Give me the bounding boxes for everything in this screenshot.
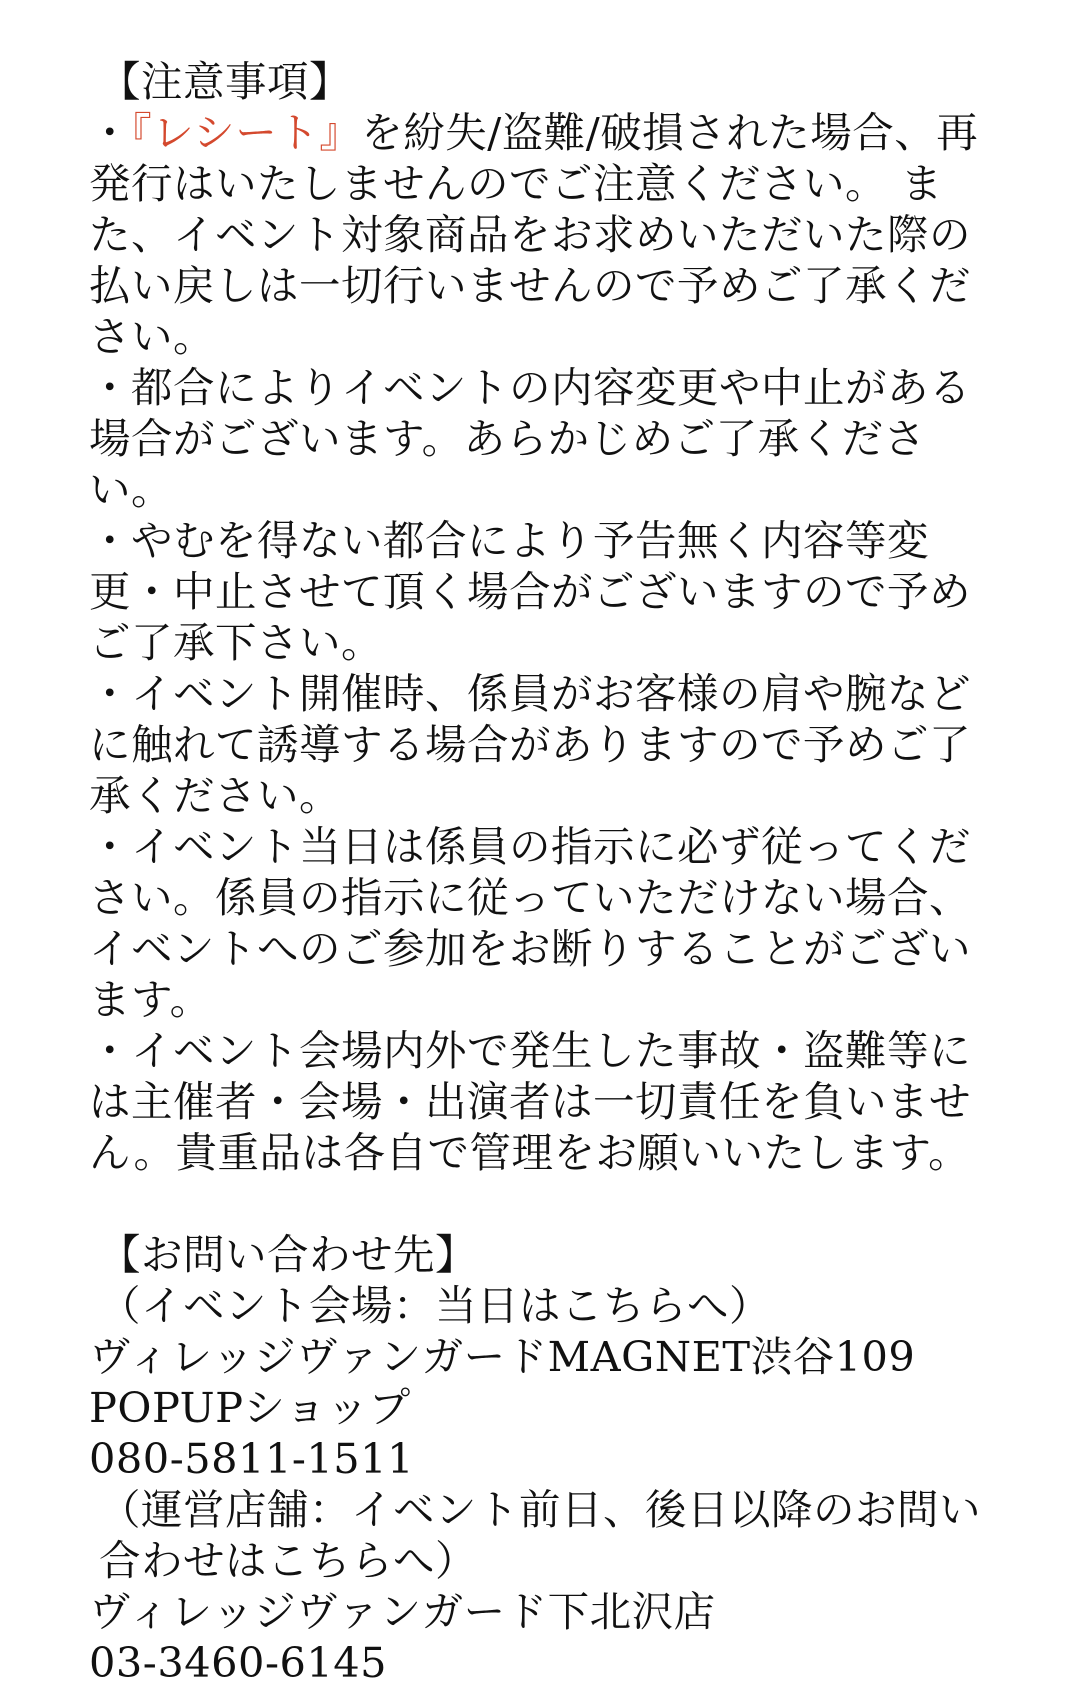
venue-phone[interactable]: 080-5811-1511 <box>89 1434 414 1483</box>
store-name: ヴィレッジヴァンガード下北沢店 <box>89 1587 716 1636</box>
contact-heading: 【お問い合わせ先】 <box>99 1230 478 1279</box>
bullet: ・ <box>89 108 132 157</box>
notice-item-change: ・都合によりイベントの内容変更や中止がある場合がございます。あらかじめご了承ください。 <box>89 363 972 514</box>
notice-item-guidance: ・イベント開催時、係員がお客様の肩や腕などに触れて誘導する場合がありますので予めご了承ください。 <box>89 669 972 820</box>
notice-heading: 【注意事項】 <box>99 57 352 106</box>
notice-item-cancel: ・やむを得ない都合により予告無く内容等変更・中止させて頂く場合がございますので予めご了承下さい。 <box>89 516 972 667</box>
receipt-highlight: 『レシート』 <box>131 108 362 157</box>
notice-document <box>89 56 989 1688</box>
store-note: （運営店舗：イベント前日、後日以降のお問い合わせはこちらへ） <box>99 1485 982 1585</box>
venue-name-line2: POPUPショップ <box>89 1383 411 1432</box>
receipt-text: を紛失/盗難/破損された場合、再発行はいたしませんのでご注意ください。 また、イベント対象商品をお求めいただいた際の払い戻しは一切行いませんので予めご了承ください。 <box>89 108 979 361</box>
section-spacer <box>89 1178 989 1229</box>
notice-item-instructions: ・イベント当日は係員の指示に必ず従ってください。係員の指示に従っていただけない場合、イベントへのご参加をお断りすることがございます。 <box>89 822 972 1024</box>
notice-item-liability: ・イベント会場内外で発生した事故・盗難等には主催者・会場・出演者は一切責任を負いません。貴重品は各自で管理をお願いいたします。 <box>89 1026 972 1177</box>
store-phone[interactable]: 03-3460-6145 <box>89 1638 388 1687</box>
notice-item-receipt <box>89 107 989 362</box>
venue-name-line1: ヴィレッジヴァンガードMAGNET渋谷109 <box>89 1332 916 1381</box>
venue-note: （イベント会場：当日はこちらへ） <box>99 1281 772 1330</box>
